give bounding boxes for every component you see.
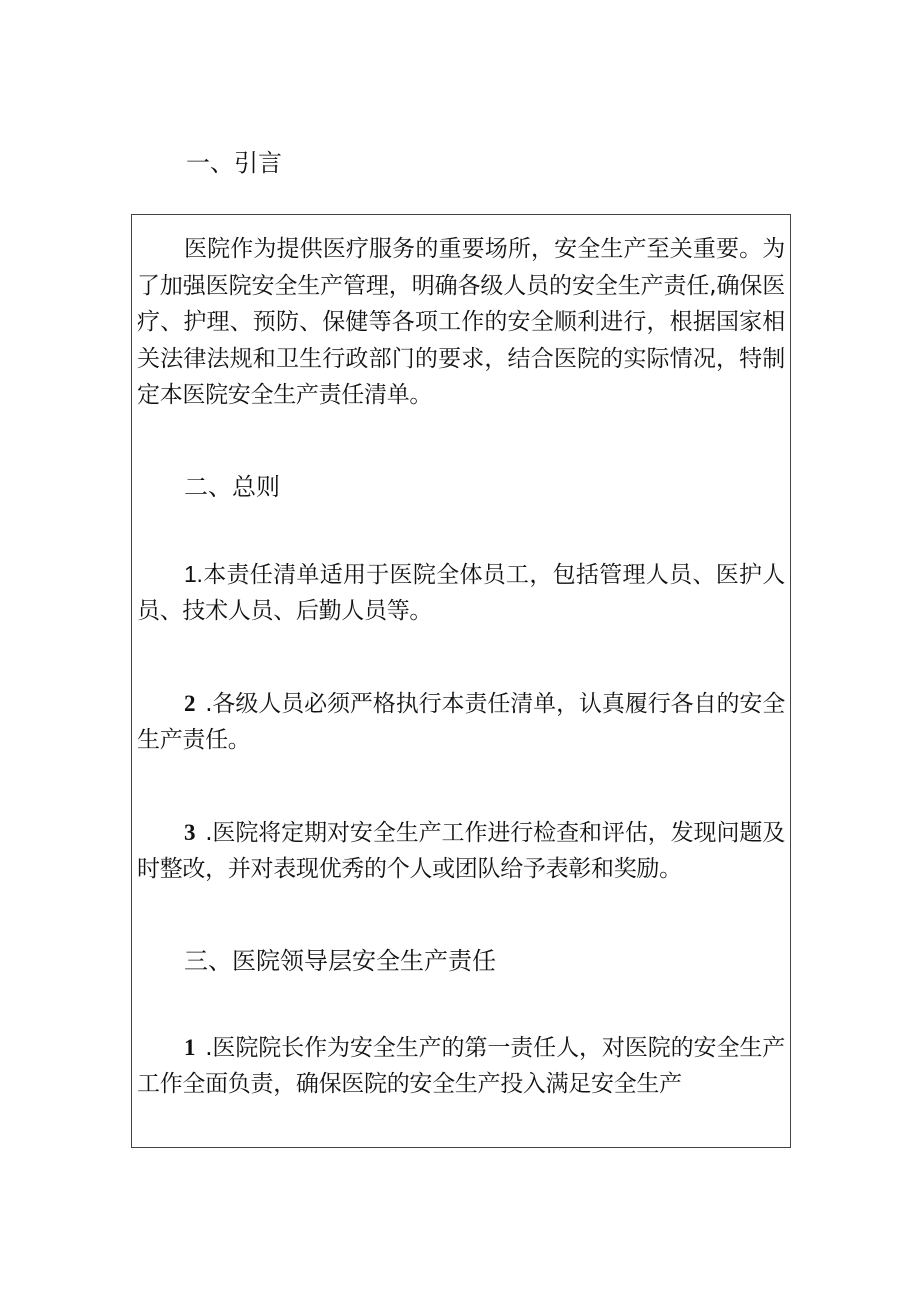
section-heading-leadership: 三、医院领导层安全生产责任 — [184, 946, 496, 975]
section-heading-general: 二、总则 — [184, 472, 280, 501]
section-heading-introduction: 一、引言 — [186, 149, 282, 177]
spacer — [137, 506, 785, 556]
spacer — [137, 630, 785, 686]
general-item-1 — [137, 556, 785, 630]
item-number: 1 — [184, 1034, 196, 1060]
general-item-3 — [137, 815, 785, 888]
item-number: 2 — [184, 690, 196, 716]
item-text: .各级人员必须严格执行本责任清单，认真履行各自的安全生产责任。 — [137, 690, 785, 753]
item-number: 1. — [184, 560, 203, 587]
spacer — [137, 414, 785, 468]
spacer — [137, 888, 785, 942]
item-text: .医院院长作为安全生产的第一责任人，对医院的安全生产工作全面负责，确保医院的安全生产投入满足安全生产 — [137, 1034, 785, 1097]
spacer — [137, 759, 785, 815]
intro-paragraph: 医院作为提供医疗服务的重要场所，安全生产至关重要。为了加强医院安全生产管理，明确各级人员的安全生产责任,确保医疗、护理、预防、保健等各项工作的安全顺利进行，根据国家相关法律法规和卫生行政部门的要求，结合医院的实际情况，特制定本医院安全生产责任清单。 — [137, 236, 785, 408]
item-number: 3 — [184, 819, 196, 845]
leadership-item-1 — [137, 1030, 785, 1103]
content-body — [137, 231, 785, 1103]
item-text: .医院将定期对安全生产工作进行检查和评估，发现问题及时整改，并对表现优秀的个人或团队给予表彰和奖励。 — [137, 819, 785, 882]
spacer — [137, 980, 785, 1030]
general-item-2 — [137, 686, 785, 759]
content-frame — [131, 214, 791, 1148]
item-text: 本责任清单适用于医院全体员工，包括管理人员、医护人员、技术人员、后勤人员等。 — [137, 561, 785, 624]
